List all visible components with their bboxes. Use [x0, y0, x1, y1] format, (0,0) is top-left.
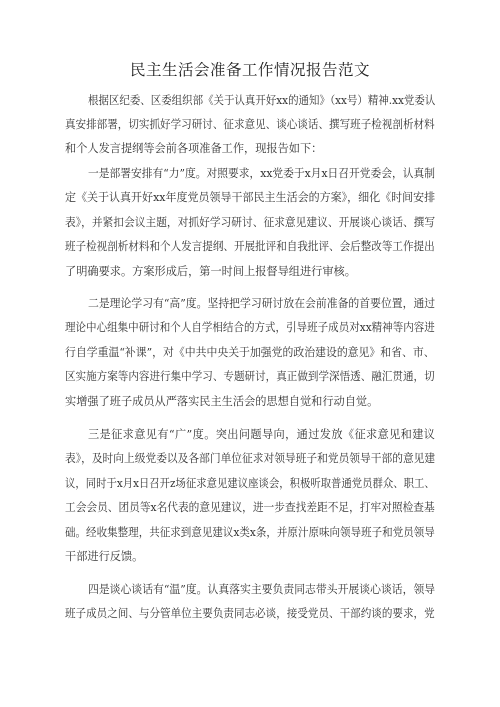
paragraph-line: 干部进行反馈。	[65, 550, 144, 563]
paragraph-line: 真安排部署，切实抓好学习研讨、征求意见、谈心谈话、撰写班子检视剖析材料	[65, 118, 435, 131]
paragraph-line: 二是理论学习有“高”度。坚持把学习研讨放在会前准备的首要位置，通过	[88, 297, 436, 310]
paragraph-line: 行自学重温“补课”，对《中共中央关于加强党的政治建设的意见》和省、市、	[65, 346, 435, 359]
paragraph-line: 议，同时于x月x日召开z场征求意见建议座谈会，积极听取普通党员群众、职工、	[65, 477, 435, 490]
paragraph-line: 实增强了班子成员从严落实民主生活会的思想自觉和行动自觉。	[65, 395, 379, 408]
paragraph-line: 础。经收集整理，共征求到意见建议x类x条，并原汁原味向领导班子和党员领导	[65, 526, 435, 539]
paragraph-line: 班子检视剖析材料和个人发言提纲、开展批评和自我批评、会后整改等工作提出	[65, 240, 435, 253]
paragraph-line: 表》，及时向上级党委以及各部门单位征求对领导班子和党员领导干部的意见建	[65, 452, 436, 465]
paragraph-line: 区实施方案等内容进行集中学习、专题研讨，真正做到学深悟透、融汇贯通，切	[65, 370, 435, 383]
paragraph-line: 四是谈心谈话有“温”度。认真落实主要负责同志带头开展谈心谈话，领导	[88, 583, 436, 596]
paragraph-line: 根据区纪委、区委组织部《关于认真开好xx的通知》（xx号）精神.xx党委认	[88, 94, 436, 107]
paragraph-line: 了明确要求。方案形成后，第一时间上报督导组进行审核。	[65, 265, 356, 278]
paragraph-line: 定《关于认真开好xx年度党员领导干部民主生活会的方案》，细化《时间安排	[65, 191, 436, 204]
paragraph-line: 表》，并紧扣会议主题，对抓好学习研讨、征求意见建议、开展谈心谈话、撰写	[65, 216, 436, 229]
paragraph-line: 三是征求意见有“广”度。突出问题导向，通过发放《征求意见和建议	[88, 428, 436, 441]
paragraph-line: 班子成员之间、与分管单位主要负责同志必谈，接受党员、干部约谈的要求，党	[65, 607, 435, 620]
paragraph-line: 和个人发言提纲等会前各项准备工作，现报告如下：	[65, 142, 323, 155]
paragraph-line: 工会会员、团员等x名代表的意见建议，进一步查找差距不足，打牢对照检查基	[65, 501, 435, 514]
paragraph-line: 理论中心组集中研讨和个人自学相结合的方式，引导班子成员对xx精神等内容进	[65, 321, 435, 334]
document-title: 民主生活会准备工作情况报告范文	[129, 61, 370, 79]
paragraph-line: 一是部署安排有“力”度。对照要求，xx党委于x月x日召开党委会，认真制	[88, 167, 436, 180]
